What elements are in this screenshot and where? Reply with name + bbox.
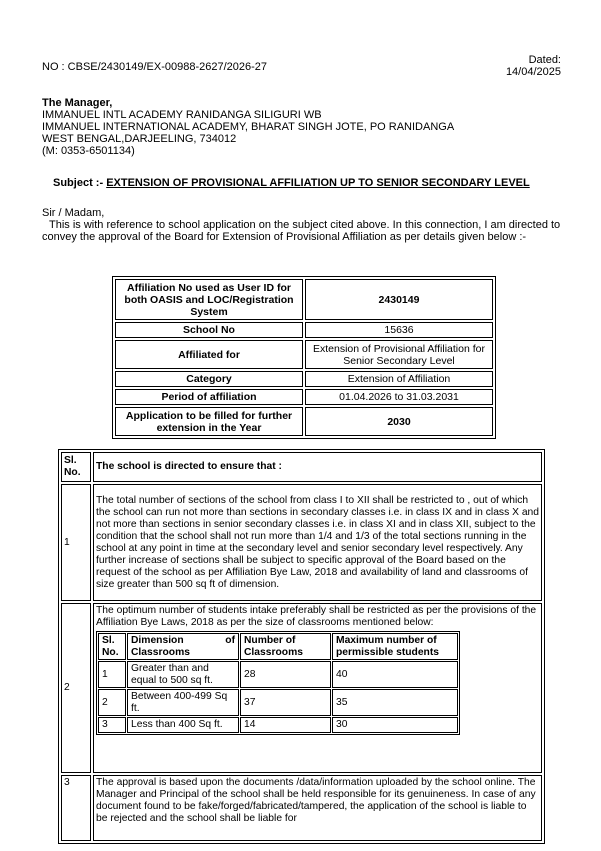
table-cell-value: Extension of Affiliation <box>305 371 493 387</box>
direction-cell <box>93 603 542 773</box>
column-header-directions: The school is directed to ensure that : <box>93 452 542 482</box>
direction-text: The optimum number of students intake preferably shall be restricted as per the provisions of the Affiliation Bye Laws, 2018 as per the size of classrooms mentioned below: <box>96 605 537 628</box>
table-cell-value: 2430149 <box>305 279 493 320</box>
table-cell: 37 <box>240 689 331 716</box>
table-row <box>61 775 542 841</box>
table-cell-label: Application to be filled for further extension in the Year <box>115 407 303 436</box>
table-cell-value: Extension of Provisional Affiliation for Senior Secondary Level <box>305 340 493 369</box>
table-row <box>115 389 493 405</box>
table-cell: 30 <box>332 717 458 733</box>
date-block <box>506 54 561 78</box>
table-cell-label: Period of affiliation <box>115 389 303 405</box>
table-row <box>115 279 493 320</box>
table-cell-label: Affiliation No used as User ID for both OASIS and LOC/Registration System <box>115 279 303 320</box>
column-header: Sl. No. <box>98 633 126 660</box>
column-header: Maximum number of permissible students <box>332 633 458 660</box>
subject-text: EXTENSION OF PROVISIONAL AFFILIATION UP TO SENIOR SECONDARY LEVEL <box>106 177 530 189</box>
directions-table <box>58 449 545 844</box>
address-block <box>42 97 454 157</box>
table-cell: 14 <box>240 717 331 733</box>
table-cell: 3 <box>98 717 126 733</box>
greeting: Sir / Madam, <box>42 207 105 219</box>
addressee: The Manager, <box>42 97 113 109</box>
table-cell: 28 <box>240 661 331 688</box>
table-cell-value: 2030 <box>305 407 493 436</box>
affiliation-table <box>112 276 496 439</box>
table-cell: 35 <box>332 689 458 716</box>
date-value: 14/04/2025 <box>505 66 561 78</box>
table-cell: 2 <box>98 689 126 716</box>
column-header-sl-no: Sl. No. <box>61 452 91 482</box>
address-line: IMMANUEL INTERNATIONAL ACADEMY, BHARAT SINGH JOTE, PO RANIDANGA <box>42 121 455 133</box>
table-cell: Greater than and equal to 500 sq ft. <box>127 661 239 688</box>
table-row <box>115 322 493 338</box>
column-header: Dimension of Classrooms <box>127 633 239 660</box>
table-row <box>98 717 458 733</box>
table-row <box>98 661 458 688</box>
direction-text: The total number of sections of the school from class I to XII shall be restricted to , out of which the school can run not more than sections in secondary classes i.e. in class IX and in class X and not more than sections in senior secondary classes i.e. in class XI and in class XII, subject to the condition that the school shall not run more than 1/4 and 1/3 of the total sections running in the school at any point in time at the secondary level and senior secondary level respectively. Any further increase of sections shall be subject to specific approval of the Board based on the request of the school as per Affiliation Bye Law, 2018 and availability of land and classrooms of size greater than 500 sq ft of dimension. <box>93 484 542 601</box>
table-row <box>61 484 542 601</box>
table-cell-label: School No <box>115 322 303 338</box>
table-cell: 40 <box>332 661 458 688</box>
direction-text: The approval is based upon the documents /data/information uploaded by the school online. The Manager and Principal of the school shall be held responsible for its genuineness. In case of any document found to be fake/forged/fabricated/tampered, the application of the school is liable to be rejected and the school shall be liable for <box>93 775 542 841</box>
column-header: Number of Classrooms <box>240 633 331 660</box>
subject-label: Subject :- <box>53 177 104 189</box>
subject-line <box>53 177 530 189</box>
table-row <box>115 340 493 369</box>
classroom-table <box>96 631 460 735</box>
table-cell: 1 <box>98 661 126 688</box>
table-cell-label: Affiliated for <box>115 340 303 369</box>
address-line: WEST BENGAL,DARJEELING, 734012 <box>42 133 237 145</box>
dated-label: Dated: <box>528 54 561 66</box>
table-cell-value: 01.04.2026 to 31.03.2031 <box>305 389 493 405</box>
table-cell-value: 15636 <box>305 322 493 338</box>
row-number: 3 <box>61 775 91 841</box>
table-row <box>98 689 458 716</box>
table-row <box>115 407 493 436</box>
table-cell: Between 400-499 Sq ft. <box>127 689 239 716</box>
address-line: (M: 0353-6501134) <box>42 145 135 157</box>
address-line: IMMANUEL INTL ACADEMY RANIDANGA SILIGURI WB <box>42 109 322 121</box>
intro-paragraph: This is with reference to school application on the subject cited above. In this connection, I am directed to convey the approval of the Board for Extension of Provisional Affiliation as per details given below :- <box>42 219 561 243</box>
reference-number: NO : CBSE/2430149/EX-00988-2627/2026-27 <box>42 61 268 73</box>
table-row <box>61 603 542 773</box>
table-header-row <box>61 452 542 482</box>
row-number: 2 <box>61 603 91 773</box>
table-cell: Less than 400 Sq ft. <box>127 717 239 733</box>
table-header-row <box>98 633 458 660</box>
table-cell-label: Category <box>115 371 303 387</box>
row-number: 1 <box>61 484 91 601</box>
table-row <box>115 371 493 387</box>
